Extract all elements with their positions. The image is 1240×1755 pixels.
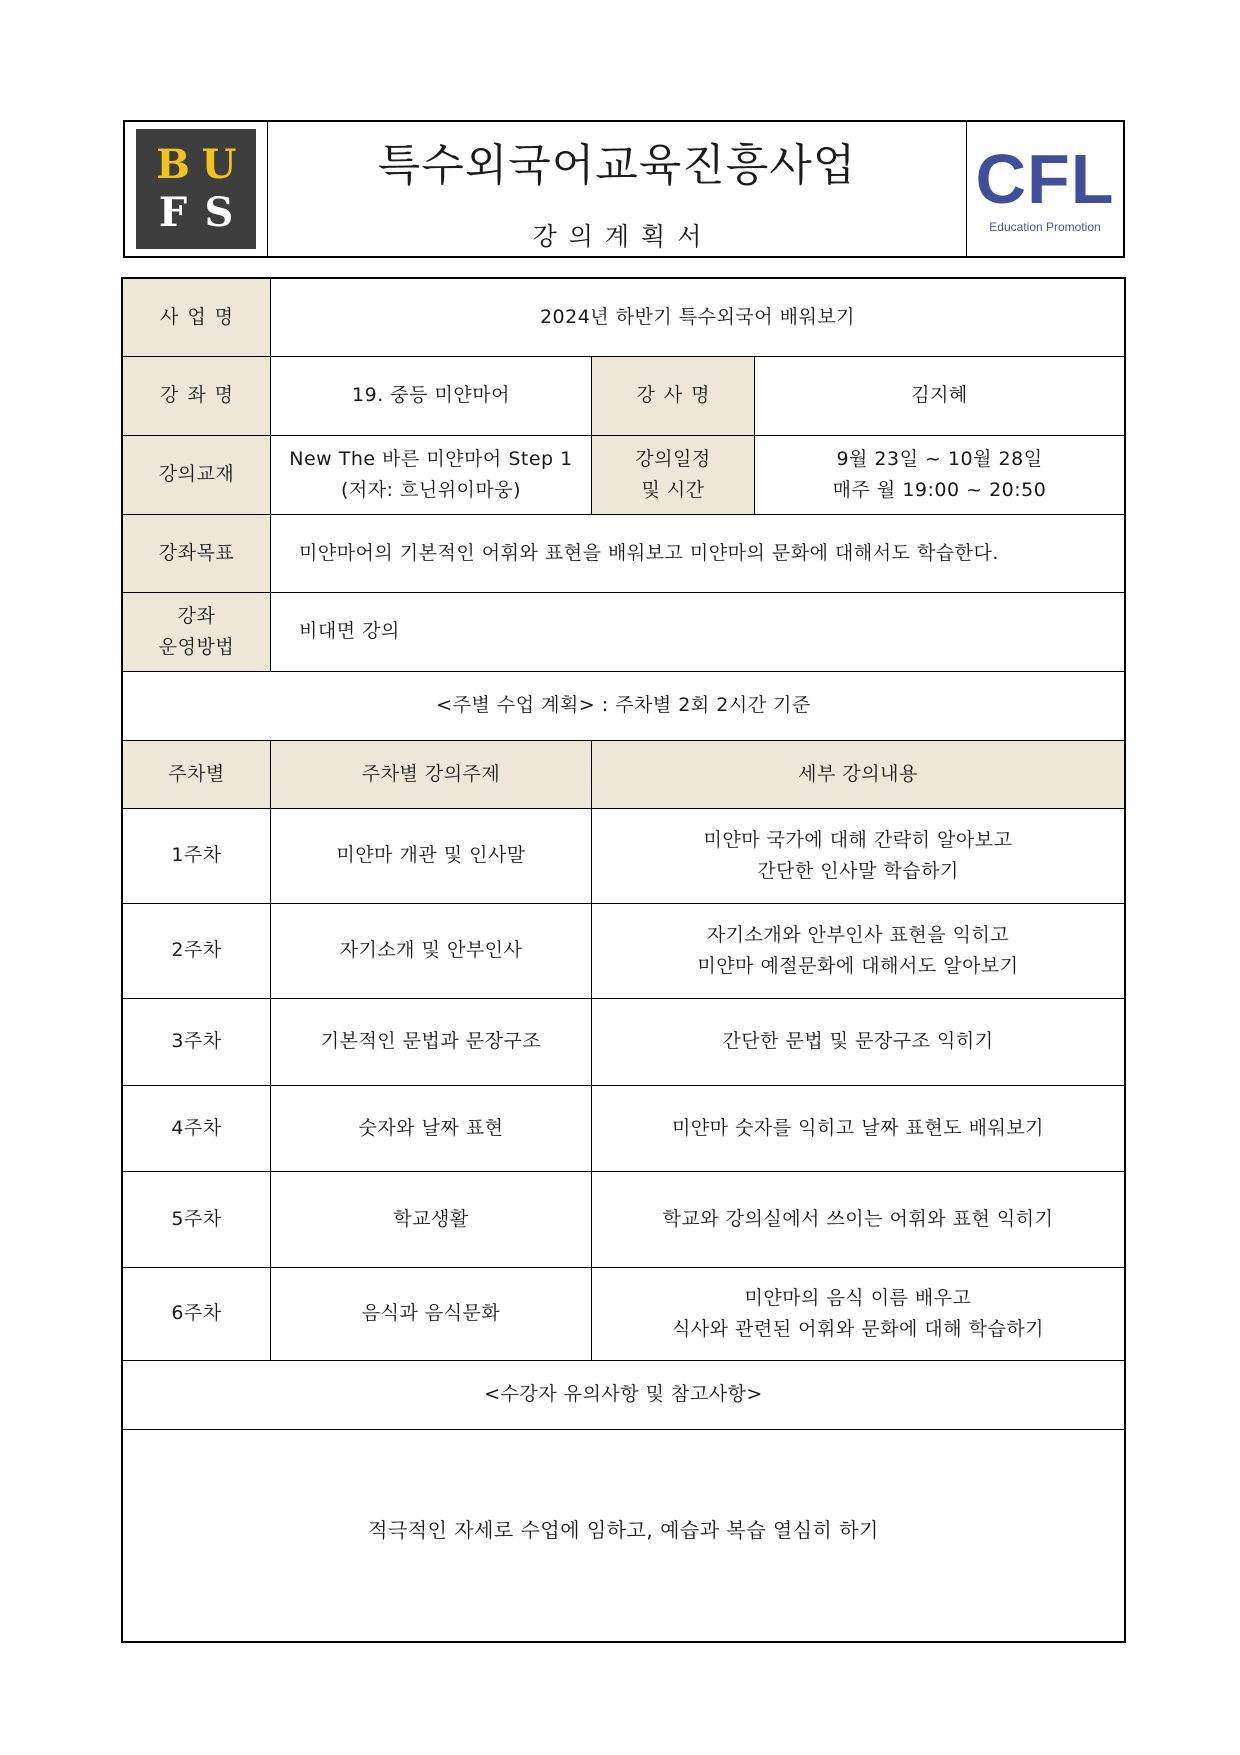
week-detail-line: 미얀마의 음식 이름 배우고 [744, 1286, 972, 1309]
course-value: 19. 중등 미얀마어 [270, 357, 591, 435]
project-label: 사업명 [123, 279, 270, 356]
week-detail: 미얀마 숫자를 익히고 날짜 표현도 배워보기 [591, 1086, 1124, 1171]
week-topic: 자기소개 및 안부인사 [270, 904, 591, 998]
weekly-plan-heading: <주별 수업 계획> : 주차별 2회 2시간 기준 [436, 694, 811, 717]
week-number: 1주차 [171, 844, 222, 867]
course-row [123, 357, 1124, 436]
schedule-dates: 9월 23일 ~ 10월 28일 [836, 447, 1043, 470]
instructor-label: 강사명 [591, 357, 754, 435]
textbook-row [123, 436, 1124, 515]
week-detail-line: 자기소개와 안부인사 표현을 익히고 [706, 923, 1010, 946]
project-row [123, 279, 1124, 357]
week-number: 4주차 [171, 1116, 222, 1139]
notes-content-row [123, 1430, 1124, 1630]
document-header [123, 120, 1125, 258]
schedule-times: 매주 월 19:00 ~ 20:50 [832, 479, 1047, 501]
week-detail-line: 식사와 관련된 어휘와 문화에 대해 학습하기 [671, 1318, 1045, 1340]
bufs-logo-letter: S [204, 189, 234, 236]
week-column-header: 주차별 [123, 741, 270, 808]
week-topic: 숫자와 날짜 표현 [270, 1086, 591, 1171]
goal-label: 강좌목표 [123, 515, 270, 592]
week-detail [591, 904, 1124, 998]
table-row [123, 1172, 1124, 1268]
week-number: 5주차 [171, 1207, 222, 1230]
week-detail: 간단한 문법 및 문장구조 익히기 [591, 999, 1124, 1085]
textbook-title: New The 바른 미얀마어 Step 1 [289, 447, 573, 470]
week-topic: 기본적인 문법과 문장구조 [270, 999, 591, 1085]
schedule-label-line: 강의일정 [635, 447, 711, 470]
detail-column-header: 세부 강의내용 [591, 741, 1124, 808]
project-value: 2024년 하반기 특수외국어 배워보기 [270, 279, 1124, 356]
week-detail [591, 809, 1124, 903]
week-detail [591, 1268, 1124, 1360]
week-topic: 음식과 음식문화 [270, 1268, 591, 1360]
week-number: 3주차 [171, 1030, 222, 1053]
weekly-column-header-row [123, 741, 1124, 809]
week-number: 2주차 [171, 939, 222, 962]
week-number: 6주차 [171, 1302, 222, 1325]
textbook-label: 강의교재 [123, 436, 270, 514]
week-detail: 학교와 강의실에서 쓰이는 어휘와 표현 익히기 [591, 1172, 1124, 1267]
method-value: 비대면 강의 [270, 593, 1124, 671]
topic-column-header: 주차별 강의주제 [270, 741, 591, 808]
bufs-logo-letter: B [156, 141, 190, 188]
lecture-plan-table [121, 277, 1126, 1643]
week-detail-line: 미얀마 예절문화에 대해서도 알아보기 [697, 955, 1019, 977]
notes-heading: <수강자 유의사항 및 참고사항> [484, 1383, 763, 1406]
notes-content: 적극적인 자세로 수업에 임하고, 예습과 복습 열심히 하기 [368, 1517, 879, 1542]
goal-value: 미얀마어의 기본적인 어휘와 표현을 배워보고 미얀마의 문화에 대해서도 학습한다. [270, 515, 1124, 592]
cfl-logo-caption: Education Promotion [989, 220, 1101, 234]
weekly-heading-row [123, 672, 1124, 741]
schedule-label [591, 436, 754, 514]
document-subtitle: 강의계획서 [532, 222, 714, 251]
table-row [123, 904, 1124, 999]
bufs-logo-letter: F [158, 189, 188, 236]
week-detail-line: 미얀마 국가에 대해 간략히 알아보고 [703, 828, 1013, 851]
bufs-logo-cell [125, 122, 268, 256]
method-label-line: 운영방법 [158, 636, 235, 658]
instructor-value: 김지혜 [754, 357, 1124, 435]
course-label: 강좌명 [123, 357, 270, 435]
table-row [123, 809, 1124, 904]
bufs-logo-letter: U [201, 141, 237, 188]
notes-heading-row [123, 1361, 1124, 1430]
document-title: 특수외국어교육진흥사업 [377, 140, 857, 191]
schedule-value [754, 436, 1124, 514]
textbook-value [270, 436, 591, 514]
header-title-cell [268, 122, 966, 256]
bufs-logo [136, 129, 256, 249]
table-row [123, 1268, 1124, 1361]
week-topic: 미얀마 개관 및 인사말 [270, 809, 591, 903]
cfl-logo: CFL [975, 140, 1115, 218]
method-label-line: 강좌 [177, 604, 216, 627]
week-topic: 학교생활 [270, 1172, 591, 1267]
table-row [123, 1086, 1124, 1172]
week-detail-line: 간단한 인사말 학습하기 [757, 860, 959, 882]
method-row [123, 593, 1124, 672]
goal-row [123, 515, 1124, 593]
method-label [123, 593, 270, 671]
cfl-logo-cell [966, 122, 1123, 256]
table-row [123, 999, 1124, 1086]
schedule-label-line: 및 시간 [641, 479, 705, 501]
textbook-author: (저자: 흐닌위이마웅) [340, 479, 522, 501]
